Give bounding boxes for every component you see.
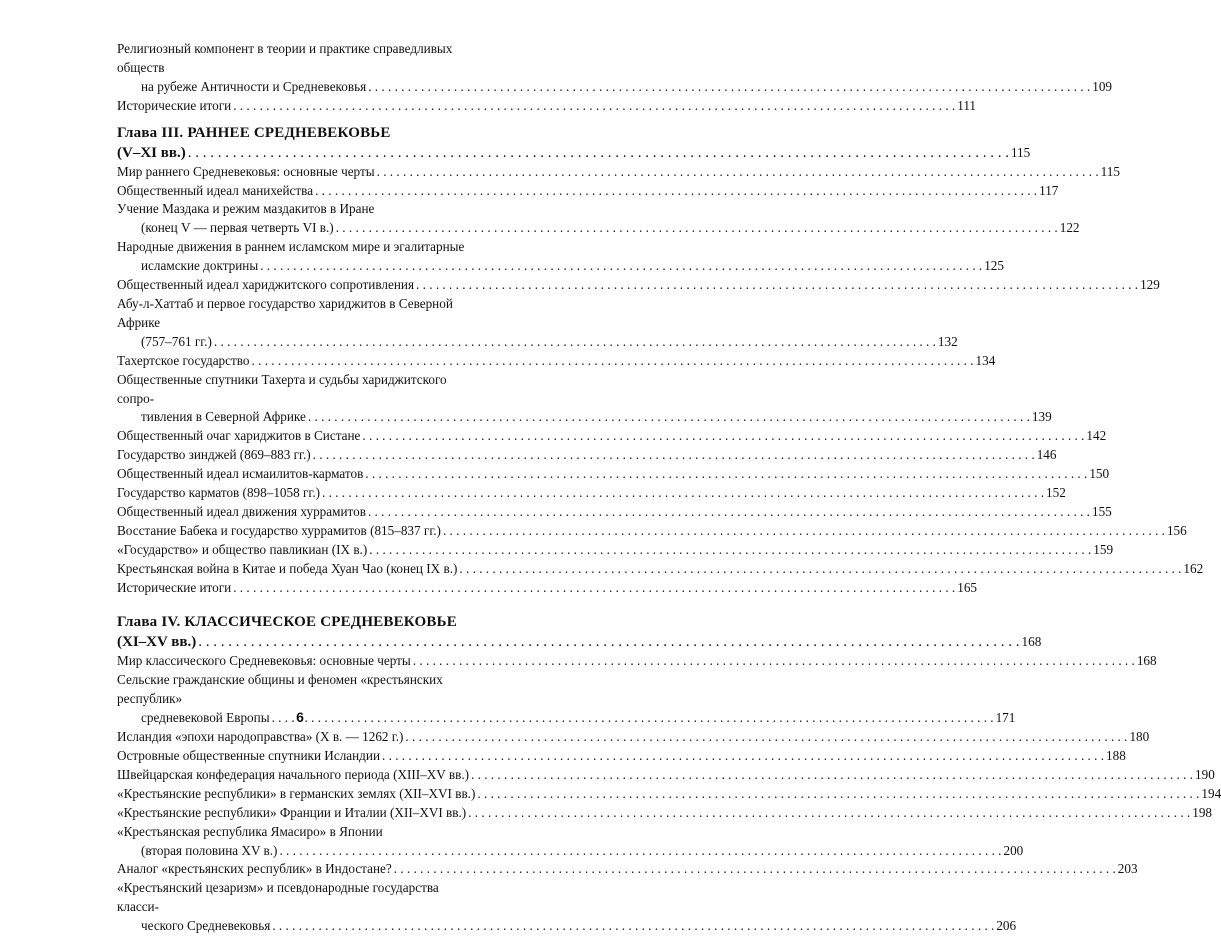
toc-entry-title-line: Сельские гражданские общины и феномен «крестьянских республик»: [117, 672, 443, 707]
toc-entry[interactable]: [117, 295, 958, 352]
toc-entry-title-line: «Крестьянский цезаризм» и псевдонародные государства класси-: [117, 880, 439, 915]
toc-entry-page: 156: [1166, 522, 1187, 538]
toc-entry[interactable]: [117, 465, 1110, 484]
toc-entry-title: Общественный очаг хариджитов в Систане: [117, 428, 361, 444]
dot-leader: [405, 729, 1127, 744]
dot-leader: [369, 542, 1091, 557]
toc-entry-title: Государство зинджей (869–883 гг.): [117, 447, 311, 463]
toc-entry-page: 198: [1192, 804, 1212, 820]
table-of-contents: [117, 40, 1221, 936]
toc-entry-page: 188: [1106, 748, 1126, 763]
toc-entry[interactable]: [117, 522, 1187, 541]
toc-entry[interactable]: [117, 371, 1052, 428]
dot-leader: [416, 277, 1138, 292]
toc-entry-page: 165: [957, 579, 977, 595]
dot-leader: [308, 409, 1030, 424]
toc-entry[interactable]: [117, 163, 1120, 182]
dot-leader: [214, 334, 936, 349]
toc-entry[interactable]: [117, 97, 977, 116]
toc-entry-page: 155: [1091, 503, 1112, 519]
toc-entry[interactable]: [117, 804, 1212, 823]
toc-entry-title: «Крестьянские республики» в германских землях (XII–XVI вв.): [117, 785, 476, 801]
dot-leader: [368, 79, 1090, 94]
toc-entry-title-line: Религиозный компонент в теории и практике справедливых обществ: [117, 41, 453, 75]
chapter-period: (V–XI вв.): [117, 144, 186, 161]
dot-leader: [362, 428, 1084, 443]
toc-entry-title: Исландия «эпохи народоправства» (X в. — 1262 г.): [117, 729, 404, 745]
toc-entry[interactable]: [117, 182, 1059, 201]
toc-entry[interactable]: [117, 446, 1057, 465]
toc-entry[interactable]: [117, 766, 1215, 785]
toc-entry-title: Общественный идеал манихейства: [117, 182, 314, 198]
toc-entry-page: 171: [995, 710, 1016, 726]
toc-entry-page: 129: [1140, 277, 1160, 293]
toc-entry-page: 194: [1201, 785, 1221, 801]
toc-entry[interactable]: [117, 860, 1138, 879]
toc-entry-page: 122: [1059, 220, 1080, 236]
toc-entry[interactable]: [117, 352, 996, 371]
toc-entry-page: 159: [1093, 541, 1114, 557]
toc-entry-title-line: «Крестьянская республика Ямасиро» в Японии: [117, 823, 383, 839]
dot-leader: [233, 98, 955, 113]
toc-entry[interactable]: [117, 823, 1024, 861]
toc-entry-page: 200: [1003, 842, 1024, 858]
dot-leader: [365, 466, 1087, 481]
toc-entry[interactable]: [117, 200, 1080, 238]
dot-leader: [272, 918, 994, 933]
toc-entry-title: тивления в Северной Африке: [141, 409, 306, 425]
toc-entry[interactable]: [117, 728, 1150, 747]
toc-entry-page: 206: [996, 918, 1017, 934]
toc-entry-title-line: Народные движения в раннем исламском мире и эгалитарные: [117, 239, 465, 255]
dot-leader: [471, 767, 1193, 782]
toc-entry[interactable]: [117, 785, 1221, 804]
toc-entry-title: Общественный идеал исмаилитов-карматов: [117, 466, 364, 482]
toc-entry-page: 162: [1183, 560, 1204, 576]
dot-leader: [198, 633, 1019, 652]
toc-entry-title-line: Абу-л-Хаттаб и первое государство хариджитов в Северной Африке: [117, 295, 453, 330]
toc-entry[interactable]: [117, 238, 1004, 276]
toc-entry-page: 150: [1089, 466, 1110, 482]
chapter-period: (XI–XV вв.): [117, 634, 197, 651]
dot-leader: [279, 843, 1001, 858]
toc-entry-page: 142: [1086, 428, 1107, 444]
toc-entry-title: ческого Средневековья: [141, 918, 271, 934]
toc-entry-page: 109: [1092, 78, 1112, 94]
dot-leader: [322, 485, 1044, 500]
toc-entry[interactable]: [117, 579, 977, 598]
toc-entry-title: Островные общественные спутники Исландии: [117, 748, 381, 763]
toc-entry-title: Исторические итоги: [117, 97, 232, 113]
toc-entry-page: 180: [1129, 729, 1150, 745]
toc-entry-page: 117: [1039, 182, 1059, 198]
toc-entry-page: 190: [1195, 766, 1215, 782]
toc-entry[interactable]: [117, 484, 1066, 503]
toc-entry-page: 132: [937, 333, 958, 349]
toc-entry-title: Мир классического Средневековья: основные черты: [117, 653, 411, 669]
chapter-heading[interactable]: [117, 124, 1031, 163]
chapter-title: Глава IV. КЛАССИЧЕСКОЕ СРЕДНЕВЕКОВЬЕ: [117, 614, 457, 631]
dot-leader: [382, 748, 1104, 763]
toc-entry[interactable]: [117, 747, 1126, 766]
toc-entry-title: на рубеже Античности и Средневековья: [141, 78, 367, 94]
page-number: 6: [296, 709, 304, 725]
toc-entry-title: средневековой Европы: [141, 710, 270, 726]
toc-entry[interactable]: [117, 276, 1160, 295]
toc-entry-title: Крестьянская война в Китае и победа Хуан Чао (конец IX в.): [117, 560, 458, 576]
toc-entry[interactable]: [117, 652, 1157, 671]
dot-leader: [313, 447, 1035, 462]
toc-entry-title: Аналог «крестьянских республик» в Индостане?: [117, 861, 392, 877]
dot-leader: [394, 861, 1116, 876]
toc-entry[interactable]: [117, 879, 1017, 936]
toc-entry-page: 152: [1046, 485, 1066, 501]
toc-entry-title: «Крестьянские республики» Франции и Италии (XII–XVI вв.): [117, 804, 467, 820]
toc-entry-page: 111: [957, 97, 977, 113]
toc-entry[interactable]: [117, 40, 1112, 97]
dot-leader: [377, 164, 1099, 179]
dot-leader: [315, 183, 1037, 198]
toc-entry-title: Тахертское государство: [117, 352, 250, 368]
toc-entry-title: (вторая половина XV в.): [141, 842, 278, 858]
dot-leader: [443, 523, 1165, 538]
dot-leader: [252, 353, 974, 368]
toc-entry-title: Мир раннего Средневековья: основные черты: [117, 163, 375, 179]
dot-leader: [368, 504, 1090, 519]
toc-entry-title: Общественный идеал движения хуррамитов: [117, 503, 366, 519]
toc-entry-title: Государство карматов (898–1058 гг.): [117, 485, 321, 501]
toc-entry-title: (757–761 гг.): [141, 333, 212, 349]
toc-entry-title: Восстание Бабека и государство хуррамитов (815–837 гг.): [117, 522, 441, 538]
toc-entry[interactable]: [117, 503, 1112, 522]
chapter-heading[interactable]: [117, 613, 1042, 652]
chapter-page: 168: [1021, 634, 1042, 650]
dot-leader: [477, 786, 1199, 801]
dot-leader: [188, 144, 1009, 163]
dot-leader: [413, 653, 1135, 668]
toc-entry-title: исламские доктрины: [141, 258, 259, 274]
dot-leader: [459, 561, 1181, 576]
toc-entry-title: Общественный идеал хариджитского сопротивления: [117, 277, 415, 293]
toc-entry-page: 115: [1100, 163, 1120, 179]
toc-entry-title: (конец V — первая четверть VI в.): [141, 220, 334, 236]
dot-leader: [233, 580, 955, 595]
dot-leader: [336, 220, 1058, 235]
toc-entry-page: 125: [984, 258, 1004, 274]
toc-entry-page: 168: [1136, 653, 1157, 669]
section-gap: [117, 597, 479, 605]
toc-entry-title: Исторические итоги: [117, 579, 232, 595]
toc-entry-title-line: Учение Маздака и режим маздакитов в Иране: [117, 201, 375, 217]
toc-entry-page: 139: [1031, 409, 1052, 425]
chapter-title: Глава III. РАННЕЕ СРЕДНЕВЕКОВЬЕ: [117, 124, 391, 141]
toc-entry-page: 146: [1036, 447, 1057, 463]
toc-entry[interactable]: [117, 560, 1204, 579]
toc-entry-page: 134: [975, 352, 996, 368]
toc-entry-title: Швейцарская конфедерация начального периода (XIII–XV вв.): [117, 766, 470, 782]
toc-entry-title: «Государство» и общество павликиан (IX в.): [117, 541, 368, 557]
dot-leader: [468, 805, 1190, 820]
dot-leader: [260, 258, 982, 273]
chapter-page: 115: [1010, 144, 1031, 160]
toc-entry-title-line: Общественные спутники Тахерта и судьбы хариджитского сопро-: [117, 371, 447, 406]
toc-entry-page: 203: [1117, 861, 1138, 877]
toc-entry[interactable]: [117, 541, 1114, 560]
toc-entry[interactable]: [117, 427, 1107, 446]
